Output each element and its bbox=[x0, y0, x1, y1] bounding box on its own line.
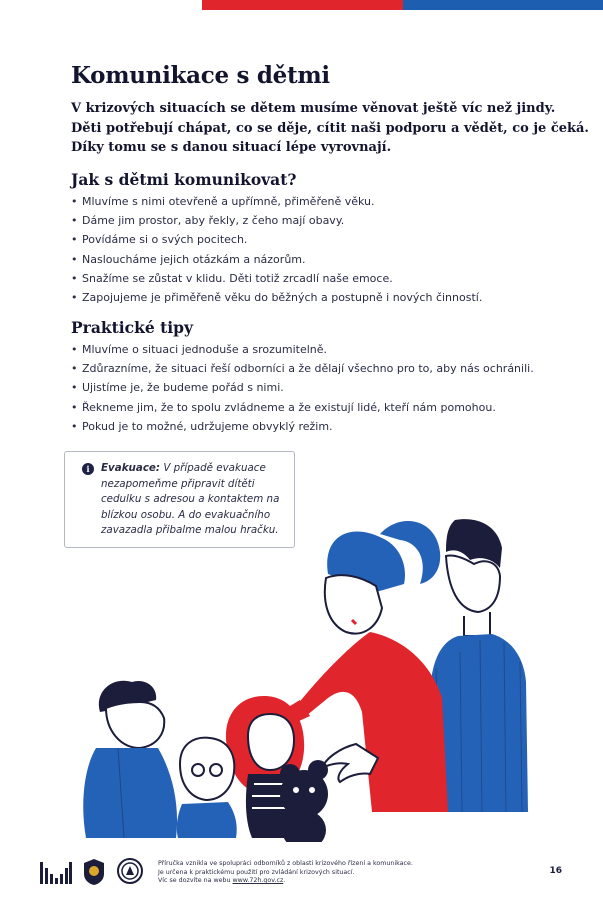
police-emblem-icon bbox=[117, 858, 143, 884]
section-heading-tips: Praktické tipy bbox=[71, 318, 193, 337]
intro-line: Díky tomu se s danou situací lépe vyrovnají. bbox=[71, 140, 392, 155]
evacuation-note-label: Evakuace: bbox=[101, 462, 161, 474]
fire-rescue-emblem-icon bbox=[83, 858, 105, 886]
family-illustration bbox=[60, 512, 550, 842]
tips-list bbox=[71, 342, 534, 438]
info-icon: i bbox=[82, 463, 94, 475]
footer-line: Příručka vznikla ve spolupráci odborníků z oblasti krizového řízení a komunikace. bbox=[158, 860, 413, 867]
list-item: • Povídáme si o svých pocitech. bbox=[71, 232, 482, 251]
list-item: • Nasloucháme jejich otázkám a názorům. bbox=[71, 252, 482, 271]
intro-line: V krizových situacích se dětem musíme věnovat ještě víc než jindy. bbox=[71, 101, 556, 116]
list-item: • Zdůrazníme, že situaci řeší odborníci a že dělají všechno pro to, aby nás ochránili. bbox=[71, 361, 534, 380]
page-title: Komunikace s dětmi bbox=[71, 62, 330, 89]
list-item: • Zapojujeme je přiměřeně věku do běžných a postupně i nových činností. bbox=[71, 290, 482, 309]
intro-line: Děti potřebují chápat, co se děje, cítit naši podporu a vědět, co je čeká. bbox=[71, 120, 589, 136]
footer-web-suffix: . bbox=[283, 877, 286, 885]
boy-with-glasses-figure bbox=[177, 738, 237, 838]
footer-web-prefix: Víc se dozvíte na webu bbox=[158, 877, 233, 885]
list-item: • Pokud je to možné, udržujeme obvyklý režim. bbox=[71, 419, 534, 438]
list-item: • Mluvíme s nimi otevřeně a upřímně, přiměřeně věku. bbox=[71, 194, 482, 213]
top-bar-red bbox=[202, 0, 403, 10]
teddy-bear-figure bbox=[280, 760, 328, 842]
list-item: • Snažíme se zůstat v klidu. Děti totiž zrcadlí naše emoce. bbox=[71, 271, 482, 290]
evacuation-note-body: V případě evakuace nezapomeňme připravit dítěti cedulku s adresou a kontaktem na blízkou osobu. A do evakuačního zavazadla přibalme malou hračku. bbox=[101, 462, 280, 537]
communication-list bbox=[71, 194, 482, 309]
page-number: 16 bbox=[549, 866, 562, 876]
intro-paragraph bbox=[71, 99, 589, 158]
list-item: • Řekneme jim, že to spolu zvládneme a že existují lidé, kteří nám pomohou. bbox=[71, 400, 534, 419]
section-heading-communication: Jak s dětmi komunikovat? bbox=[71, 170, 297, 189]
boy-dark-hair-figure bbox=[83, 681, 177, 838]
footer-line: Je určena k praktickému použití pro zvládání krizových situací. bbox=[158, 868, 355, 876]
top-bar-blue bbox=[403, 0, 603, 10]
list-item: • Dáme jim prostor, aby řekly, z čeho mají obavy. bbox=[71, 213, 482, 232]
footer-line-web bbox=[158, 877, 488, 886]
list-item: • Mluvíme o situaci jednoduše a srozumitelně. bbox=[71, 342, 534, 361]
list-item: • Ujistíme je, že budeme pořád s nimi. bbox=[71, 380, 534, 399]
ministry-logo-icon bbox=[40, 862, 72, 884]
footer-text bbox=[158, 860, 488, 886]
website-link[interactable]: www.72h.gov.cz bbox=[232, 877, 284, 885]
